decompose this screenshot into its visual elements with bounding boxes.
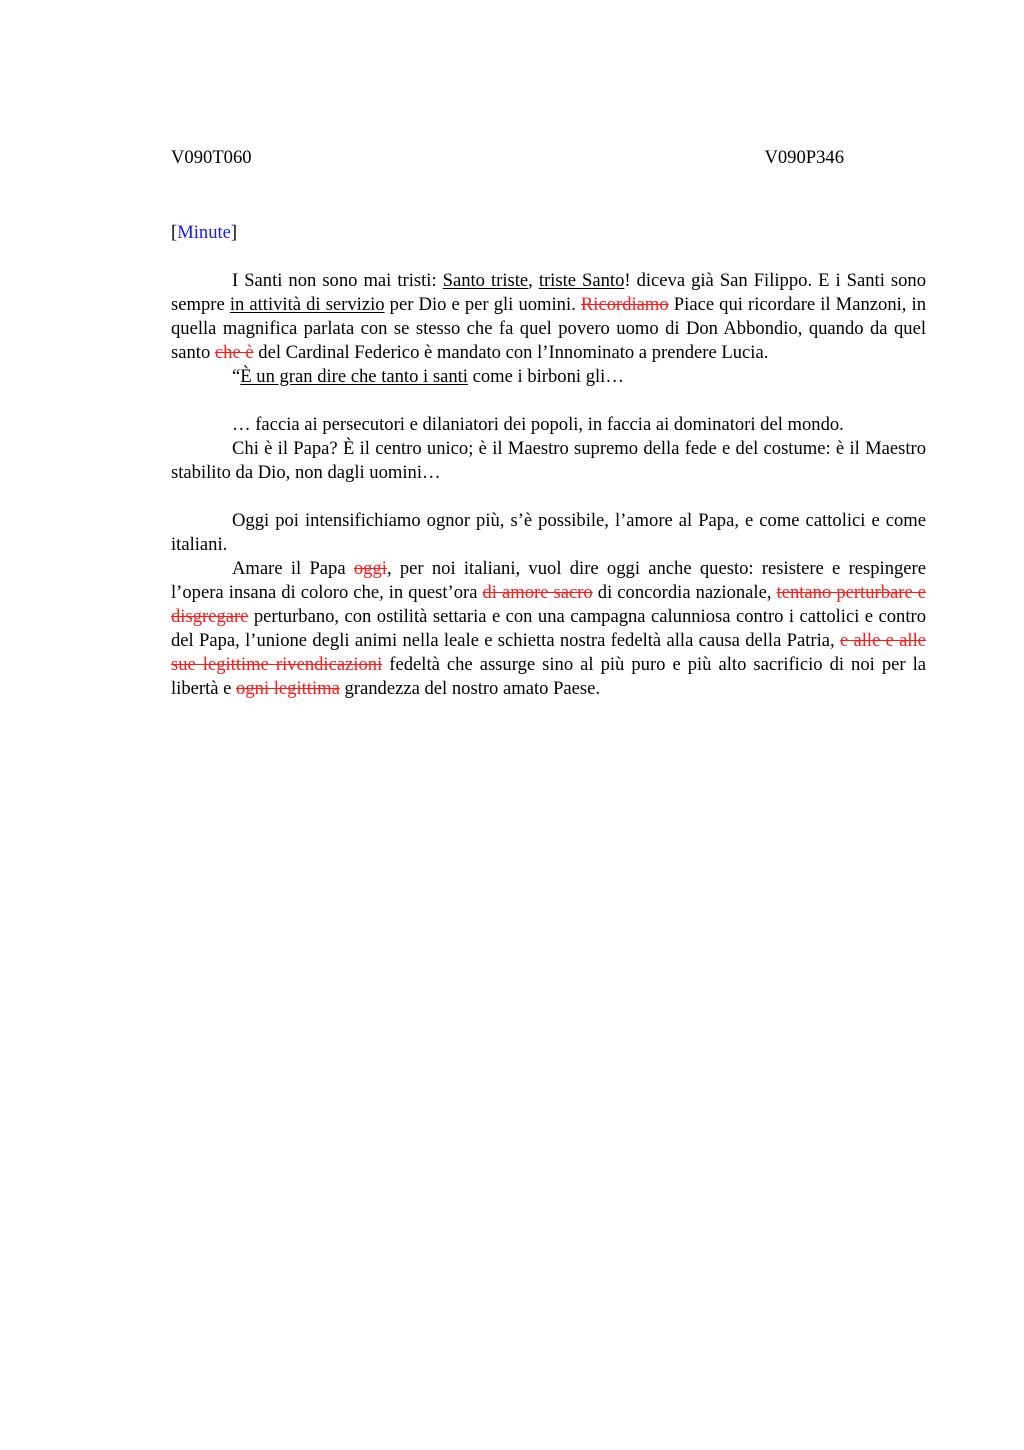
section-label xyxy=(171,219,926,247)
deleted-text: ogni legittima xyxy=(236,678,340,699)
underlined-text: in attività di servizio xyxy=(229,294,385,315)
text-run: fedeltà che assurge sino al più puro e più alto sacrificio di noi per la libertà e xyxy=(171,654,926,699)
close-bracket: ] xyxy=(230,222,238,243)
deleted-text: che è xyxy=(214,342,254,363)
paragraph-4 xyxy=(171,437,926,485)
paragraph-5 xyxy=(171,509,926,557)
deleted-text: Ricordiamo xyxy=(580,294,669,315)
text-run: Amare il Papa xyxy=(232,558,354,579)
text-run: … faccia ai persecutori e dilaniatori dei popoli, in faccia ai dominatori del mondo. xyxy=(232,414,844,435)
paragraph-1 xyxy=(171,269,926,365)
text-run: grandezza del nostro amato Paese. xyxy=(339,678,601,699)
text-run: per Dio e per gli uomini. xyxy=(384,294,581,315)
open-bracket: [ xyxy=(171,222,178,243)
text-run: , per noi italiani, vuol dire oggi anche questo: resistere e respingere l’opera insana di coloro che, in quest’ora xyxy=(171,558,927,603)
underlined-text: È un gran dire che tanto i santi xyxy=(240,366,468,387)
text-run: come i birboni gli… xyxy=(467,366,624,387)
deleted-text: e alle e alle sue legittime rivendicazioni xyxy=(171,630,926,675)
document-body xyxy=(171,269,926,701)
paragraph-6 xyxy=(171,557,926,701)
document-header xyxy=(171,144,844,172)
underlined-text: Santo triste xyxy=(442,270,529,291)
text-run: di concordia nazionale, xyxy=(592,582,777,603)
text-run: Piace qui ricordare il Manzoni, in quella magnifica parlata con se stesso che fa quel povero uomo di Don Abbondio, quando da quel santo xyxy=(171,294,926,363)
document-page xyxy=(171,144,926,701)
document-id-right: V090P346 xyxy=(764,147,844,168)
paragraph-3 xyxy=(171,413,926,437)
document-id-left: V090T060 xyxy=(171,147,252,168)
text-run: Chi è il Papa? È il centro unico; è il Maestro supremo della fede e del costume: è il Maestro stabilito da Dio, non dagli uomini… xyxy=(171,438,926,483)
deleted-text: tentano perturbare e disgregare xyxy=(171,582,926,627)
underlined-text: triste Santo xyxy=(538,270,625,291)
text-run: del Cardinal Federico è mandato con l’Innominato a prendere Lucia. xyxy=(253,342,769,363)
text-run: ! diceva già San Filippo. E i Santi sono sempre xyxy=(171,270,926,315)
text-run: “ xyxy=(232,366,241,387)
deleted-text: oggi xyxy=(353,558,387,579)
text-run: , xyxy=(528,270,539,291)
text-run: I Santi non sono mai tristi: xyxy=(232,270,443,291)
text-run: perturbano, con ostilità settaria e con una campagna calunniosa contro i cattolici e contro del Papa, l’unione degli animi nella leale e schietta nostra fedeltà alla causa della Patria, xyxy=(171,606,926,651)
section-label-text: Minute xyxy=(177,222,231,243)
paragraph-2 xyxy=(171,365,926,389)
deleted-text: di amore sacro xyxy=(482,582,593,603)
text-run: Oggi poi intensifichiamo ognor più, s’è possibile, l’amore al Papa, e come cattolici e come italiani. xyxy=(171,510,926,555)
